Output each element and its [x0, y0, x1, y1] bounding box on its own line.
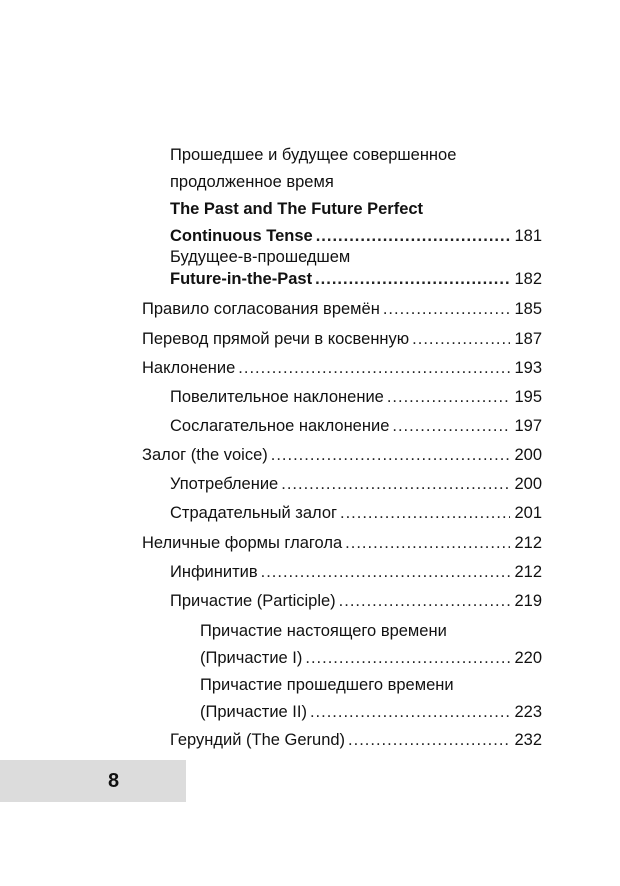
toc-page-number: 220	[514, 649, 542, 667]
toc-page-number: 182	[514, 270, 542, 288]
toc-line: продолженное время	[170, 173, 334, 191]
toc-leader-dots	[238, 355, 510, 382]
toc-label: Правило согласования времён	[142, 300, 380, 318]
toc-label: (Причастие II)	[200, 703, 307, 721]
toc-heading-perfect-continuous	[170, 142, 542, 196]
toc-label: Future-in-the-Past	[170, 270, 313, 288]
toc-page-number: 187	[514, 330, 542, 348]
toc-entry-usage[interactable]	[170, 471, 542, 498]
toc-line: Прошедшее и будущее совершенное	[170, 146, 457, 164]
toc-label: Страдательный залог	[170, 504, 338, 522]
toc-label: Сослагательное наклонение	[170, 417, 390, 435]
page-number: 8	[108, 770, 120, 792]
toc-entry-participle-one[interactable]	[200, 618, 542, 672]
page-number-tab	[0, 760, 186, 802]
toc-page-number: 212	[514, 534, 542, 552]
toc-page-number: 181	[514, 227, 542, 245]
toc-leader-dots	[271, 442, 511, 469]
toc-label: Герундий (The Gerund)	[170, 731, 346, 749]
toc-entry-reported-speech[interactable]	[142, 326, 542, 353]
toc-entry-future-in-the-past[interactable]	[170, 266, 542, 293]
toc-leader-dots	[339, 588, 511, 615]
toc-entry-participle-two[interactable]	[200, 672, 542, 726]
toc-line: Причастие настоящего времени	[200, 622, 447, 640]
toc-page-number: 219	[514, 592, 542, 610]
toc-page-number: 200	[514, 446, 542, 464]
toc-line: The Past and The Future Perfect	[170, 200, 424, 218]
toc-page-number: 197	[514, 417, 542, 435]
toc-leader-dots	[392, 413, 510, 440]
toc-label: Инфинитив	[170, 563, 258, 581]
toc-label: Залог (the voice)	[142, 446, 268, 464]
toc-line: Будущее-в-прошедшем	[170, 248, 351, 266]
toc-label: Наклонение	[142, 359, 236, 377]
toc-label: Continuous Tense	[170, 227, 313, 245]
toc-entry-passive-voice[interactable]	[170, 500, 542, 527]
toc-leader-dots	[340, 500, 510, 527]
toc-line: Причастие прошедшего времени	[200, 676, 454, 694]
toc-leader-dots	[305, 645, 510, 672]
toc-entry-infinitive[interactable]	[170, 559, 542, 586]
toc-entry-gerund[interactable]	[170, 727, 542, 754]
toc-leader-dots	[383, 296, 511, 323]
toc-entry-imperative-mood[interactable]	[170, 384, 542, 411]
toc-label: (Причастие I)	[200, 649, 303, 667]
toc-entry-perfect-continuous-tense[interactable]	[170, 196, 542, 250]
toc-page-number: 185	[514, 300, 542, 318]
toc-leader-dots	[345, 530, 510, 557]
toc-leader-dots	[315, 266, 510, 293]
toc-label: Перевод прямой речи в косвенную	[142, 330, 410, 348]
toc-label: Употребление	[170, 475, 279, 493]
toc-page-number: 200	[514, 475, 542, 493]
toc-leader-dots	[261, 559, 511, 586]
toc-label: Неличные формы глагола	[142, 534, 343, 552]
toc-leader-dots	[348, 727, 510, 754]
toc-page-number: 223	[514, 703, 542, 721]
toc-leader-dots	[281, 471, 510, 498]
toc-entry-mood[interactable]	[142, 355, 542, 382]
toc-leader-dots	[310, 699, 511, 726]
toc-label: Причастие (Participle)	[170, 592, 336, 610]
toc-page-number: 232	[514, 731, 542, 749]
toc-entry-non-finite-forms[interactable]	[142, 530, 542, 557]
toc-entry-subjunctive-mood[interactable]	[170, 413, 542, 440]
toc-entry-sequence-of-tenses[interactable]	[142, 296, 542, 323]
toc-page-number: 195	[514, 388, 542, 406]
toc-page-number: 193	[514, 359, 542, 377]
toc-leader-dots	[412, 326, 510, 353]
toc-leader-dots	[387, 384, 511, 411]
toc-entry-voice[interactable]	[142, 442, 542, 469]
toc-label: Повелительное наклонение	[170, 388, 384, 406]
toc-page-number: 201	[514, 504, 542, 522]
toc-page-number: 212	[514, 563, 542, 581]
toc-entry-participle[interactable]	[170, 588, 542, 615]
